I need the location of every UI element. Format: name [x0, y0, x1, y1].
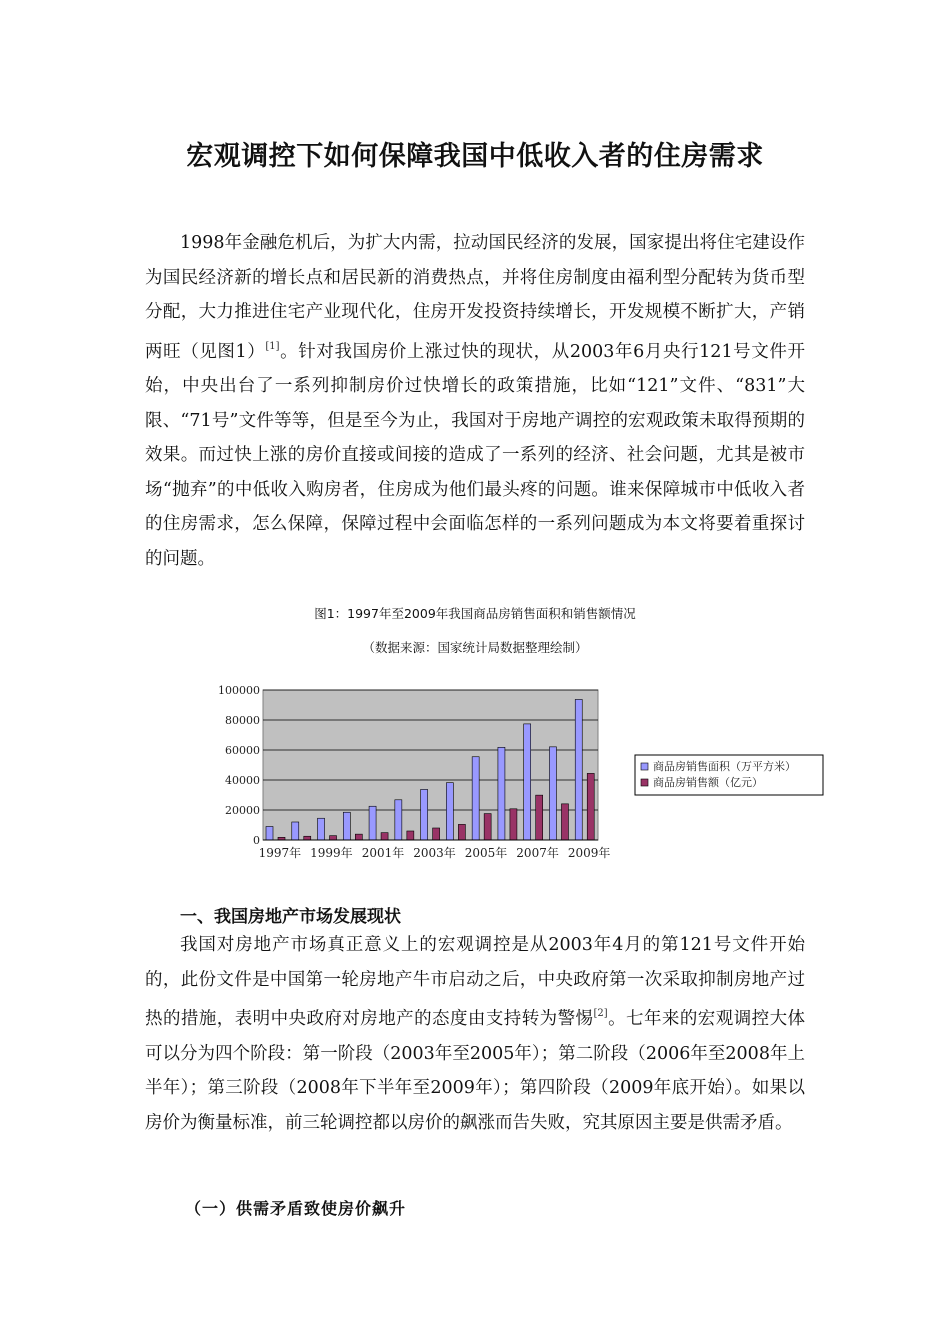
- bar-amount: [536, 795, 543, 840]
- x-tick-label: 2003年: [413, 846, 456, 860]
- intro-paragraph: [145, 226, 805, 576]
- y-tick-label: 20000: [225, 804, 260, 817]
- x-tick-label: 2007年: [516, 846, 559, 860]
- bar-area: [549, 747, 556, 840]
- bar-amount: [561, 804, 568, 840]
- bar-area: [472, 757, 479, 840]
- legend-label: 商品房销售额（亿元）: [653, 776, 763, 789]
- plot-area: [263, 690, 598, 840]
- section-1-text-2: 。七年来的宏观调控大体可以分为四个阶段：第一阶段（2003年至2005年）；第二阶段（2006年至2008年上半年）；第三阶段（2008年下半年至2009年）；第四阶段（2009年底开始）。如果以房价为衡量标准，前三轮调控都以房价的飙涨而告失败，究其原因主要是供需矛盾。: [145, 1009, 806, 1133]
- citation-2: [2]: [593, 1008, 608, 1019]
- bar-area: [524, 724, 531, 840]
- bar-area: [343, 812, 350, 840]
- x-tick-label: 1997年: [258, 846, 302, 860]
- citation-1: [1]: [265, 340, 280, 352]
- section-1-heading: 一、我国房地产市场发展现状: [180, 907, 401, 927]
- bar-area: [498, 747, 505, 840]
- intro-text-1: 1998年金融危机后，为扩大内需，拉动国民经济的发展，国家提出将住宅建设作为国民经济新的增长点和居民新的消费热点，并将住房制度由福利型分配转为货币型分配，大力推进住宅产业现代化，住房开发投资持续增长，开发规模不断扩大，产销两旺（见图1）: [145, 233, 805, 362]
- legend-label: 商品房销售面积（万平方米）: [653, 760, 796, 773]
- bar-area: [266, 827, 273, 841]
- bar-area: [318, 818, 325, 840]
- bar-area: [421, 789, 428, 840]
- document-title: 宏观调控下如何保障我国中低收入者的住房需求: [186, 141, 764, 172]
- bar-amount: [510, 809, 517, 840]
- y-tick-label: 80000: [225, 714, 260, 727]
- y-tick-label: 40000: [225, 774, 260, 787]
- bar-area: [395, 800, 402, 840]
- bar-amount: [433, 828, 440, 840]
- figure-caption: 图1：1997年至2009年我国商品房销售面积和销售额情况: [314, 606, 636, 621]
- y-tick-label: 100000: [218, 684, 260, 697]
- bar-amount: [381, 833, 388, 840]
- bar-amount: [330, 836, 337, 840]
- bar-amount: [587, 773, 594, 840]
- x-tick-label: 2005年: [464, 846, 508, 860]
- sales-bar-chart: [205, 680, 835, 860]
- legend-swatch: [641, 763, 648, 770]
- bar-amount: [304, 836, 311, 840]
- section-1-paragraph: [145, 928, 805, 1140]
- subsection-heading: （一）供需矛盾致使房价飙升: [185, 1199, 407, 1218]
- bar-area: [292, 822, 299, 840]
- bar-amount: [355, 834, 362, 840]
- bar-amount: [407, 831, 414, 840]
- y-tick-label: 60000: [225, 744, 260, 757]
- y-tick-label: 0: [253, 834, 260, 847]
- bar-area: [575, 699, 582, 840]
- x-tick-label: 2001年: [361, 846, 405, 860]
- section-1-text-1: 我国对房地产市场真正意义上的宏观调控是从2003年4月的第121号文件开始的，此份文件是中国第一轮房地产牛市启动之后，中央政府第一次采取抑制房地产过热的措施，表明中央政府对房地产的态度由支持转为警惕: [145, 935, 805, 1029]
- intro-text-2: 。针对我国房价上涨过快的现状，从2003年6月央行121号文件开始，中央出台了一系列抑制房价过快增长的政策措施，比如“121”文件、“831”大限、“71号”文件等等，但是至今为止，我国对于房地产调控的宏观政策未取得预期的效果。而过快上涨的房价直接或间接的造成了一系列的经济、社会问题，尤其是被市场“抛弃”的中低收入购房者，住房成为他们最头疼的问题。谁来保障城市中低收入者的住房需求，怎么保障，保障过程中会面临怎样的一系列问题成为本文将要着重探讨的问题。: [145, 341, 805, 569]
- x-tick-label: 2009年: [567, 846, 611, 860]
- legend-swatch: [641, 779, 648, 786]
- figure-source: （数据来源：国家统计局数据整理绘制）: [362, 640, 588, 655]
- x-tick-label: 1999年: [310, 846, 353, 860]
- bar-area: [446, 783, 453, 840]
- bar-amount: [484, 814, 491, 840]
- bar-area: [369, 806, 376, 840]
- bar-amount: [458, 824, 465, 840]
